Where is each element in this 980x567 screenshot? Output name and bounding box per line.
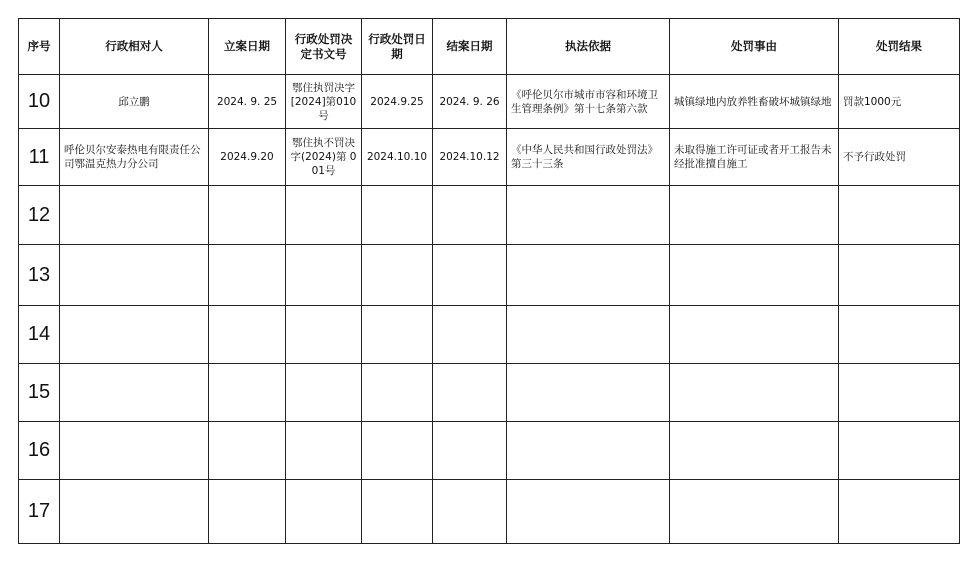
header-row xyxy=(19,19,960,75)
cell-seq: 14 xyxy=(19,306,60,364)
cell-empty xyxy=(839,245,960,306)
cell-party: 呼伦贝尔安泰热电有限责任公司鄂温克热力分公司 xyxy=(60,129,209,186)
table-row xyxy=(19,306,960,364)
cell-empty xyxy=(362,480,433,544)
cell-empty xyxy=(362,364,433,422)
cell-doc-no: 鄂住执不罚决字(2024)第 001号 xyxy=(286,129,362,186)
cell-empty xyxy=(670,364,839,422)
cell-seq: 10 xyxy=(19,75,60,129)
header-close-date: 结案日期 xyxy=(433,19,507,75)
cell-seq: 15 xyxy=(19,364,60,422)
cell-empty xyxy=(433,422,507,480)
cell-empty xyxy=(507,306,670,364)
cell-empty xyxy=(507,480,670,544)
cell-empty xyxy=(286,186,362,245)
cell-empty xyxy=(60,480,209,544)
cell-empty xyxy=(839,364,960,422)
cell-empty xyxy=(362,245,433,306)
cell-basis: 《呼伦贝尔市城市市容和环境卫生管理条例》第十七条第六款 xyxy=(507,75,670,129)
cell-party: 邱立鹏 xyxy=(60,75,209,129)
cell-result: 罚款1000元 xyxy=(839,75,960,129)
cell-empty xyxy=(60,186,209,245)
table-row xyxy=(19,186,960,245)
cell-empty xyxy=(60,422,209,480)
cell-empty xyxy=(670,480,839,544)
cell-empty xyxy=(209,186,286,245)
cell-result: 不予行政处罚 xyxy=(839,129,960,186)
table-row xyxy=(19,129,960,186)
header-seq: 序号 xyxy=(19,19,60,75)
cell-penalty-date: 2024.10.10 xyxy=(362,129,433,186)
cell-empty xyxy=(507,364,670,422)
cell-close-date: 2024.10.12 xyxy=(433,129,507,186)
cell-empty xyxy=(60,245,209,306)
cell-empty xyxy=(362,186,433,245)
cell-empty xyxy=(209,422,286,480)
header-doc-no: 行政处罚决定书文号 xyxy=(286,19,362,75)
cell-empty xyxy=(839,186,960,245)
cell-empty xyxy=(507,245,670,306)
cell-empty xyxy=(670,306,839,364)
cell-empty xyxy=(60,306,209,364)
cell-empty xyxy=(60,364,209,422)
cell-empty xyxy=(507,186,670,245)
cell-empty xyxy=(286,306,362,364)
cell-empty xyxy=(433,480,507,544)
table-row xyxy=(19,75,960,129)
cell-close-date: 2024. 9. 26 xyxy=(433,75,507,129)
cell-empty xyxy=(362,306,433,364)
cell-filing-date: 2024. 9. 25 xyxy=(209,75,286,129)
table-row xyxy=(19,364,960,422)
cell-empty xyxy=(209,480,286,544)
cell-seq: 17 xyxy=(19,480,60,544)
cell-empty xyxy=(433,186,507,245)
header-basis: 执法依据 xyxy=(507,19,670,75)
cell-empty xyxy=(286,480,362,544)
cell-empty xyxy=(839,306,960,364)
table-row xyxy=(19,422,960,480)
header-party: 行政相对人 xyxy=(60,19,209,75)
header-result: 处罚结果 xyxy=(839,19,960,75)
cell-empty xyxy=(839,422,960,480)
cell-seq: 13 xyxy=(19,245,60,306)
header-reason: 处罚事由 xyxy=(670,19,839,75)
cell-empty xyxy=(507,422,670,480)
cell-basis: 《中华人民共和国行政处罚法》第三十三条 xyxy=(507,129,670,186)
cell-empty xyxy=(433,364,507,422)
cell-empty xyxy=(670,186,839,245)
cell-reason: 城镇绿地内放养牲畜破坏城镇绿地 xyxy=(670,75,839,129)
cell-empty xyxy=(209,245,286,306)
cell-penalty-date: 2024.9.25 xyxy=(362,75,433,129)
header-filing-date: 立案日期 xyxy=(209,19,286,75)
cell-empty xyxy=(362,422,433,480)
cell-filing-date: 2024.9.20 xyxy=(209,129,286,186)
cell-empty xyxy=(286,364,362,422)
cell-empty xyxy=(670,245,839,306)
cell-empty xyxy=(670,422,839,480)
cell-seq: 16 xyxy=(19,422,60,480)
cell-reason: 未取得施工许可证或者开工报告未经批准擅自施工 xyxy=(670,129,839,186)
cell-empty xyxy=(839,480,960,544)
header-penalty-date: 行政处罚日期 xyxy=(362,19,433,75)
cell-empty xyxy=(433,306,507,364)
table-row xyxy=(19,480,960,544)
cell-seq: 12 xyxy=(19,186,60,245)
cell-empty xyxy=(286,245,362,306)
cell-empty xyxy=(433,245,507,306)
cell-empty xyxy=(286,422,362,480)
cell-empty xyxy=(209,364,286,422)
cell-seq: 11 xyxy=(19,129,60,186)
cell-empty xyxy=(209,306,286,364)
cell-doc-no: 鄂住执罚决字[2024]第010号 xyxy=(286,75,362,129)
penalty-table xyxy=(18,18,960,544)
table-row xyxy=(19,245,960,306)
